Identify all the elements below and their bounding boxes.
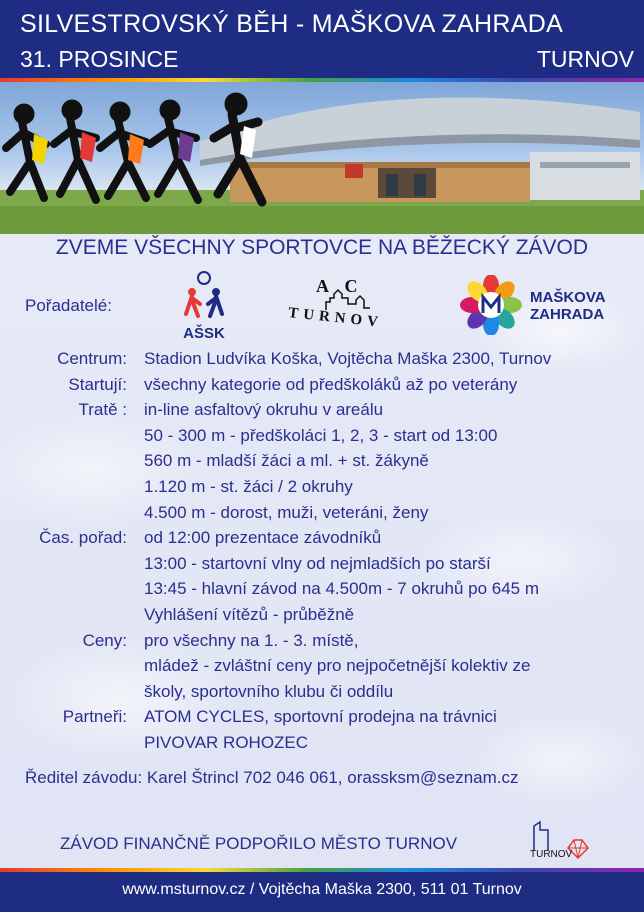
info-value: 560 m - mladší žáci a ml. + st. žákyně xyxy=(144,451,429,471)
info-value: školy, sportovního klubu či oddílu xyxy=(144,681,394,701)
info-row xyxy=(0,605,644,631)
info-row xyxy=(0,349,644,375)
maskova-zahrada-logo xyxy=(458,275,618,335)
info-value: všechny kategorie od předškoláků až po veterány xyxy=(144,374,518,394)
ac-logo-text: A C xyxy=(316,276,364,296)
info-row xyxy=(0,477,644,503)
info-value: 4.500 m - dorost, muži, veteráni, ženy xyxy=(144,502,429,522)
assk-logo-text: AŠSK xyxy=(183,325,225,342)
info-value: Stadion Ludvíka Koška, Vojtěcha Maška 2300, Turnov xyxy=(144,349,552,368)
info-row xyxy=(0,707,644,733)
info-value: pro všechny na 1. - 3. místě, xyxy=(144,630,359,650)
mz-logo-line2: ZAHRADA xyxy=(530,306,605,323)
event-date: 31. PROSINCE xyxy=(20,46,179,72)
info-value: ATOM CYCLES, sportovní prodejna na trávnici xyxy=(144,707,497,727)
info-label: Centrum: xyxy=(57,349,127,368)
info-row xyxy=(0,426,644,452)
info-value: 1.120 m - st. žáci / 2 okruhy xyxy=(144,477,353,496)
info-row xyxy=(0,400,644,426)
info-row xyxy=(0,656,644,682)
ac-logo-turnov-text: TURNOV xyxy=(287,305,384,331)
footer-contact: www.msturnov.cz / Vojtěcha Maška 2300, 511 01 Turnov xyxy=(0,872,644,912)
organizers-label: Pořadatelé: xyxy=(25,296,112,315)
sponsor-note: ZÁVOD FINANČNĚ PODPOŘILO MĚSTO TURNOV xyxy=(60,834,458,853)
info-value: 13:45 - hlavní závod na 4.500m - 7 okruhů po 645 m xyxy=(144,579,540,599)
info-label: Čas. pořad: xyxy=(39,528,127,548)
info-row xyxy=(0,554,644,580)
mz-logo-line1: MAŠKOVA xyxy=(530,289,606,306)
info-value: mládež - zvláštní ceny pro nejpočetnější kolektiv ze xyxy=(144,656,531,676)
info-row xyxy=(0,375,644,401)
turnov-logo-text: TURNOV xyxy=(530,849,573,860)
info-value: od 12:00 prezentace závodníků xyxy=(144,528,382,548)
race-director: Ředitel závodu: Karel Štrincl 702 046 061, orassksm@seznam.cz xyxy=(25,768,519,787)
assk-logo xyxy=(178,270,230,342)
info-value: PIVOVAR ROHOZEC xyxy=(144,733,309,752)
info-row xyxy=(0,733,644,759)
turnov-city-logo xyxy=(528,820,592,864)
event-city: TURNOV xyxy=(536,46,634,72)
ac-turnov-logo xyxy=(286,272,396,336)
info-row xyxy=(0,579,644,605)
info-label: Tratě : xyxy=(78,400,127,420)
info-value: 50 - 300 m - předškoláci 1, 2, 3 - start od 13:00 xyxy=(144,425,498,445)
event-title: SILVESTROVSKÝ BĚH - MAŠKOVA ZAHRADA xyxy=(20,10,564,38)
info-label: Startují: xyxy=(68,374,127,394)
assk-figures-icon xyxy=(178,270,230,322)
header-banner xyxy=(0,0,644,84)
info-label: Ceny: xyxy=(82,630,127,650)
info-row xyxy=(0,631,644,657)
mz-flower-icon xyxy=(458,275,524,335)
info-row xyxy=(0,528,644,554)
hero-illustration xyxy=(0,82,644,234)
info-value: in-line asfaltový okruhu v areálu xyxy=(144,400,384,420)
info-value: 13:00 - startovní vlny od nejmladších po starší xyxy=(144,553,491,573)
info-row xyxy=(0,503,644,529)
info-label: Partneři: xyxy=(62,707,127,727)
hero-photo xyxy=(0,82,644,234)
info-row xyxy=(0,451,644,477)
info-row xyxy=(0,682,644,708)
info-value: Vyhlášení vítězů - průběžně xyxy=(144,605,355,624)
invite-heading: ZVEME VŠECHNY SPORTOVCE NA BĚŽECKÝ ZÁVOD xyxy=(55,236,589,259)
